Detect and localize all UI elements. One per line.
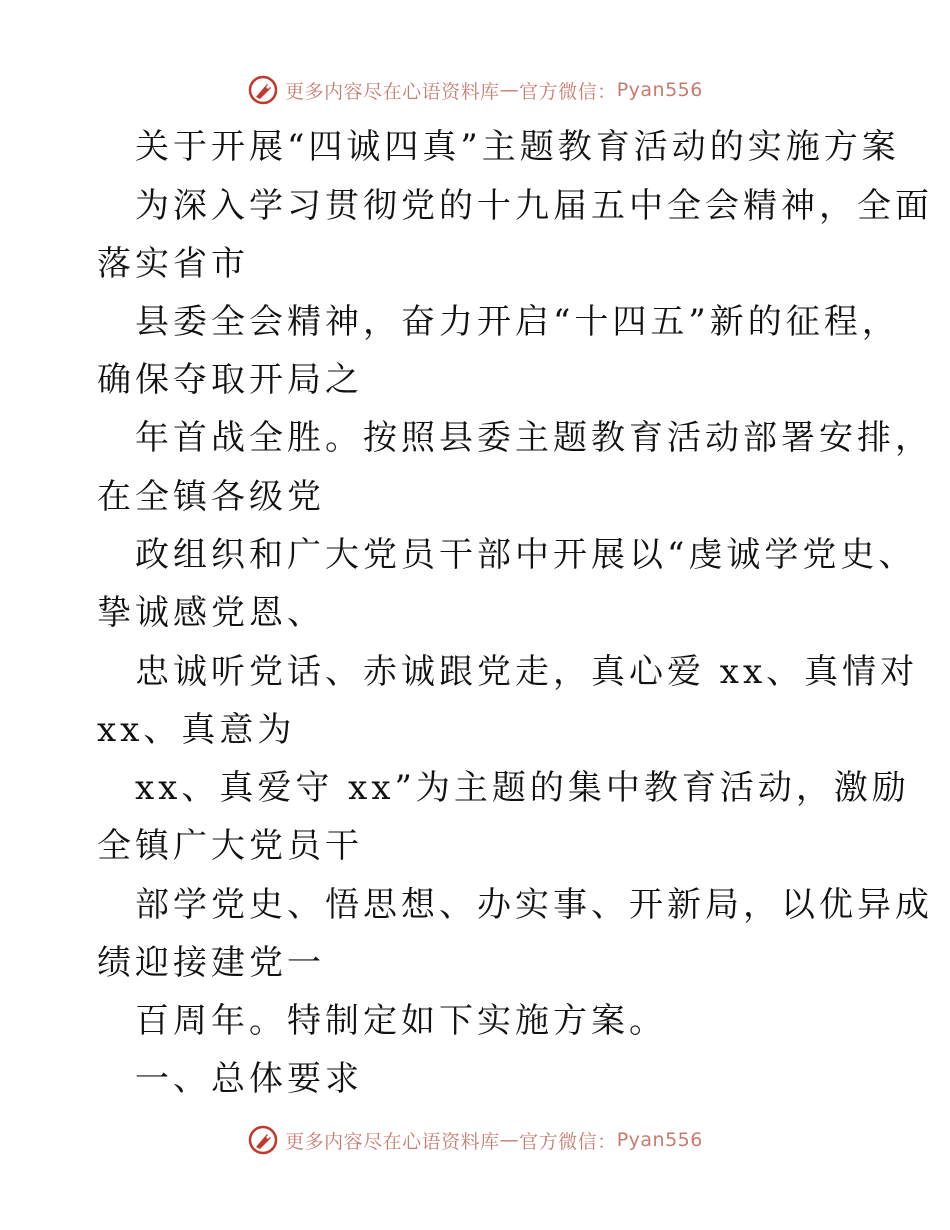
- paragraph-line: 落实省市: [97, 244, 249, 284]
- paragraph-line: xx、真爱守 xx”为主题的集中教育活动，激励: [135, 768, 910, 808]
- watermark-brand: 更多内容尽在心语资料库: [285, 1130, 500, 1153]
- paragraph-line: 百周年。特制定如下实施方案。: [135, 1001, 667, 1041]
- section-heading: 一、总体要求: [135, 1059, 363, 1099]
- watermark-dash: —: [499, 1129, 520, 1151]
- paragraph-line: 忠诚听党话、赤诚跟党走，真心爱 xx、真情对: [135, 652, 919, 692]
- paragraph-line: 政组织和广大党员干部中开展以“虔诚学党史、: [135, 535, 917, 575]
- paragraph-line: 在全镇各级党: [97, 477, 325, 517]
- paragraph-line: 县委全会精神，奋力开启“十四五”新的征程，: [135, 302, 900, 342]
- watermark-wechat-id: Pyan556: [616, 79, 703, 101]
- watermark-dash: —: [499, 79, 520, 101]
- paragraph-line: 全镇广大党员干: [97, 826, 363, 866]
- watermark-wechat-id: Pyan556: [616, 1129, 703, 1151]
- pen-nib-logo-icon: [247, 74, 279, 106]
- watermark-wechat-label: 官方微信：: [519, 80, 617, 103]
- paragraph-line: 挚诚感党恩、: [97, 593, 325, 633]
- paragraph-line: 确保夺取开局之: [97, 360, 363, 400]
- watermark-brand: 更多内容尽在心语资料库: [285, 80, 500, 103]
- paragraph-line: xx、真意为: [97, 710, 296, 750]
- paragraph-line: 绩迎接建党一: [97, 943, 325, 983]
- pen-nib-logo-icon: [247, 1124, 279, 1156]
- watermark-wechat-label: 官方微信：: [519, 1130, 617, 1153]
- header-watermark: [0, 74, 950, 106]
- paragraph-line: 年首战全胜。按照县委主题教育活动部署安排，: [135, 418, 933, 458]
- footer-watermark: [0, 1124, 950, 1156]
- paragraph-line: 部学党史、悟思想、办实事、开新局，以优异成: [135, 885, 933, 925]
- document-title: 关于开展“四诚四真”主题教育活动的实施方案: [135, 127, 900, 167]
- paragraph-line: 为深入学习贯彻党的十九届五中全会精神，全面: [135, 186, 933, 226]
